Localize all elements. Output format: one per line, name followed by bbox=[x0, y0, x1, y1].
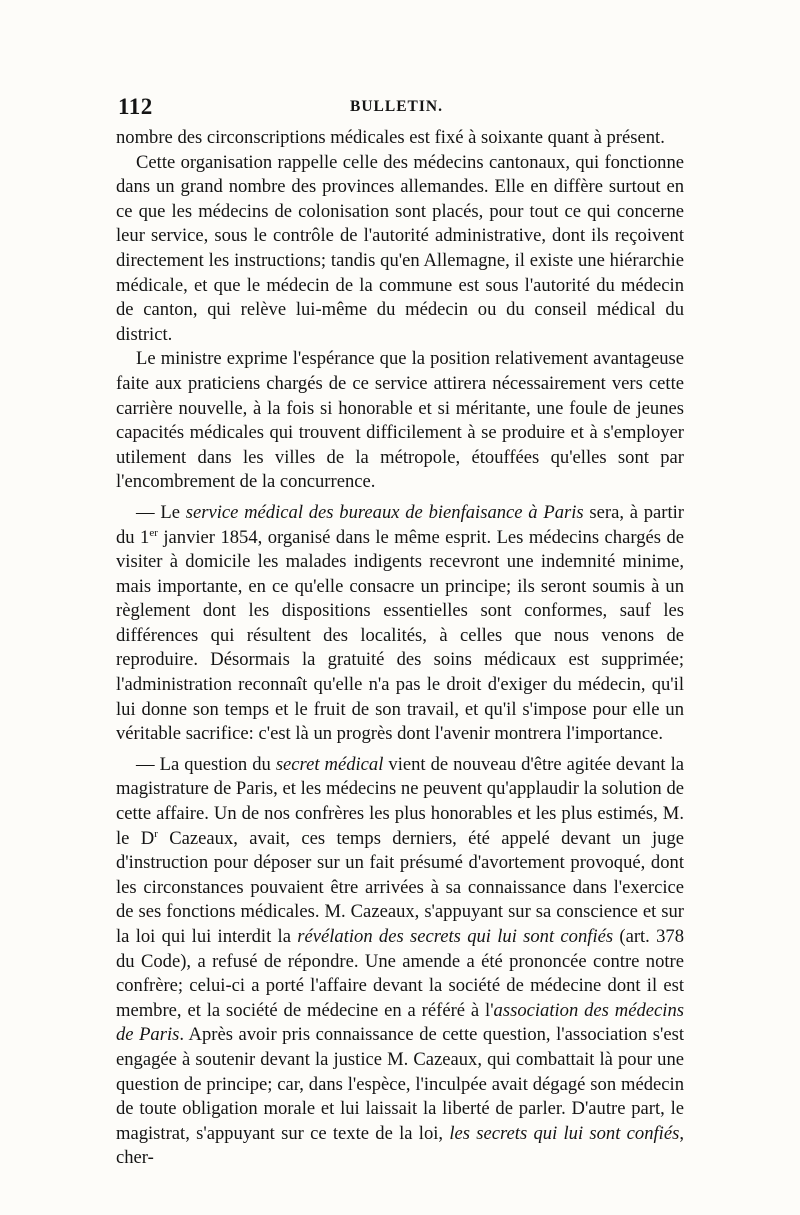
body-text bbox=[116, 126, 684, 1171]
paragraph bbox=[116, 126, 684, 151]
text-run: Le ministre exprime l'espérance que la position relativement avantageuse faite aux praticiens chargés de ce service attirera nécessairement vers cette carrière nouvelle, à la fois si honorable et si méritante, une foule de jeunes capacités médicales qui trouvent difficilement à se produire et à s'employer utilement dans les villes de la métropole, étouffées qu'elles sont par l'encombrement de la concurrence. bbox=[116, 348, 684, 493]
text-run: sera, à partir du 1 bbox=[116, 501, 684, 548]
paragraph bbox=[116, 347, 684, 495]
italic-text: service médical des bureaux de bienfaisance à Paris bbox=[185, 501, 584, 523]
text-run: janvier 1854, organisé dans le même esprit. Les médecins chargés de visiter à domicile les malades indigents recevront une indemnité minime, mais importante, en ce qu'elle consacre un principe; ils seront soumis à un règlement dont les dispositions essentielles sont conformes, sauf les différences qui résultent des localités, à celles que nous venons de reproduire. Désormais la gratuité des soins médicaux est supprimée; l'administration reconnaît qu'elle n'a pas le droit d'exiger du médecin, qu'il lui donne son temps et le fruit de son travail, et qu'il s'impose pour elle un véritable sacrifice: c'est là un progrès dont l'avenir montrera l'importance. bbox=[116, 526, 684, 745]
text-run: (art. 378 du Code), a refusé de répondre. Une amende a été prononcée contre notre confrère; celui-ci a porté l'affaire devant la société de médecine dont il est membre, et la société de médecine en a référé à l' bbox=[116, 926, 684, 1021]
running-title: BULLETIN. bbox=[350, 98, 443, 115]
text-run: — La question du bbox=[136, 753, 276, 775]
paragraph bbox=[116, 151, 684, 348]
page-header bbox=[118, 94, 678, 128]
italic-text: secret médical bbox=[275, 753, 384, 775]
page-number: 112 bbox=[118, 94, 153, 119]
superscript: er bbox=[149, 526, 158, 539]
superscript: r bbox=[154, 827, 158, 840]
text-run: nombre des circonscriptions médicales est fixé à soixante quant à présent. bbox=[116, 127, 665, 148]
text-run: — Le bbox=[136, 501, 186, 523]
text-run: Cazeaux, avait, ces temps derniers, été appelé devant un juge d'instruction pour déposer sur un fait présumé d'avortement provoqué, dont les circonstances pouvaient être arrivées à sa connaissance dans l'exercice de ses fonctions médicales. M. Cazeaux, s'appuyant sur sa conscience et sur la loi qui lui interdit la bbox=[116, 827, 684, 947]
text-run: Cette organisation rappelle celle des médecins cantonaux, qui fonctionne dans un grand nombre des provinces allemandes. Elle en diffère surtout en ce que les médecins de colonisation sont placés, pour tout ce qui concerne leur service, sous le contrôle de l'autorité administrative, dont ils reçoivent directement les instructions; tandis qu'en Allemagne, il existe une hiérarchie médicale, et que le médecin de la commune est sous l'autorité du médecin de canton, qui relève lui-même du médecin ou du conseil médical du district. bbox=[116, 151, 684, 345]
italic-text: association des médecins de Paris bbox=[116, 999, 684, 1046]
text-run: . Après avoir pris connaissance de cette question, l'association s'est engagée à soutenir devant la justice M. Cazeaux, qui combattait là pour une question de principe; car, dans l'espèce, l'inculpée avait dégagé son médecin de toute obligation morale et lui laissait la liberté de parler. D'autre part, le magistrat, s'appuyant sur ce texte de la loi, bbox=[116, 1024, 684, 1144]
paragraph bbox=[116, 501, 684, 747]
text-run: , cher- bbox=[116, 1122, 684, 1169]
italic-text: les secrets qui lui sont confiés bbox=[449, 1122, 680, 1144]
paragraph bbox=[116, 753, 684, 1171]
italic-text: révélation des secrets qui lui sont confiés bbox=[297, 926, 614, 947]
text-run: vient de nouveau d'être agitée devant la magistrature de Paris, et les médecins ne peuvent qu'applaudir la solution de cette affaire. Un de nos confrères les plus honorables et les plus estimés, M. le D bbox=[116, 753, 684, 849]
